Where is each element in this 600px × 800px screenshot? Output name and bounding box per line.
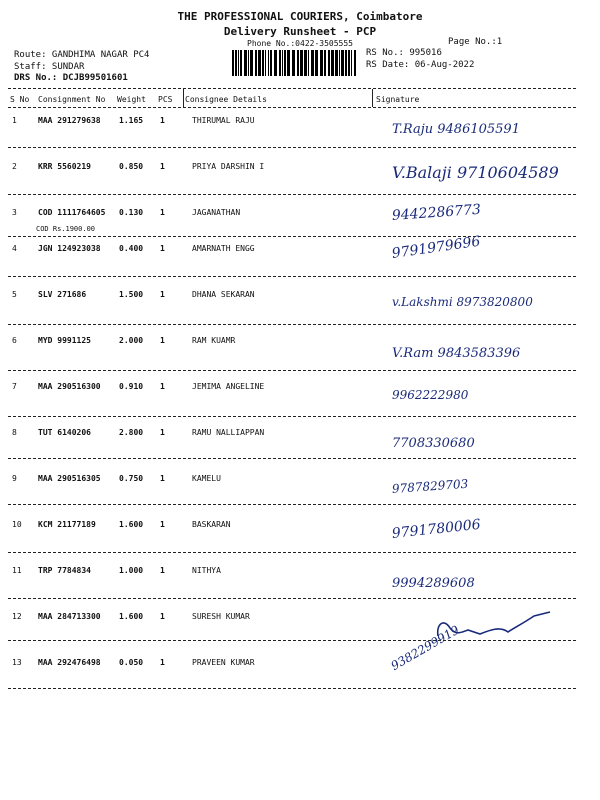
row-consignment-no: MAA 290516305 (38, 474, 101, 483)
row-consignee: JEMIMA ANGELINE (192, 382, 265, 391)
row-sno: 11 (12, 566, 22, 575)
row-signature: 9382299919 (388, 622, 462, 674)
row-signature: v.Lakshmi 8973820800 (392, 295, 533, 309)
row-weight: 0.050 (119, 658, 144, 667)
col-sno: S No (10, 95, 30, 104)
row-signature: 9791979696 (390, 233, 482, 262)
row-rule (8, 276, 576, 277)
row-consignment-no: TUT 6140206 (38, 428, 91, 437)
row-consignment-no: MAA 290516300 (38, 382, 101, 391)
rs-date: RS Date: 06-Aug-2022 (366, 60, 475, 70)
row-consignment-no: KRR 5560219 (38, 162, 91, 171)
row-sno: 4 (12, 244, 17, 253)
row-weight: 0.400 (119, 244, 144, 253)
row-rule (8, 458, 576, 459)
row-consignee: PRIYA DARSHIN I (192, 162, 265, 171)
row-sno: 8 (12, 428, 17, 437)
col-signature: Signature (376, 95, 420, 104)
col-weight: Weight (117, 95, 146, 104)
row-sno: 12 (12, 612, 22, 621)
row-consignee: THIRUMAL RAJU (192, 116, 255, 125)
row-pcs: 1 (160, 520, 165, 529)
col-divider-signature (372, 89, 373, 107)
row-rule (8, 416, 576, 417)
row-signature: 9787829703 (391, 476, 469, 496)
row-signature: V.Ram 9843583396 (392, 346, 521, 361)
row-pcs: 1 (160, 162, 165, 171)
col-divider-consignee (183, 89, 184, 107)
row-sno: 10 (12, 520, 22, 529)
row-sno: 7 (12, 382, 17, 391)
header-rule-bottom (8, 107, 576, 108)
row-sno: 6 (12, 336, 17, 345)
row-pcs: 1 (160, 566, 165, 575)
row-weight: 1.600 (119, 520, 144, 529)
row-signature: 9994289608 (392, 576, 475, 591)
row-rule (8, 552, 576, 553)
barcode (232, 50, 358, 76)
row-consignment-no: MAA 292476498 (38, 658, 101, 667)
row-weight: 2.800 (119, 428, 144, 437)
staff-label: Staff: SUNDAR (14, 62, 85, 72)
row-consignee: NITHYA (192, 566, 221, 575)
document-title: Delivery Runsheet - PCP (223, 25, 377, 38)
row-pcs: 1 (160, 336, 165, 345)
drs-number: DRS No.: DCJB99501601 (14, 73, 128, 83)
row-weight: 1.165 (119, 116, 144, 125)
row-pcs: 1 (160, 290, 165, 299)
route-label: Route: GANDHIMA NAGAR PC4 (14, 50, 150, 60)
row-weight: 1.000 (119, 566, 144, 575)
company-title: THE PROFESSIONAL COURIERS, Coimbatore (177, 10, 423, 23)
row-sno: 2 (12, 162, 17, 171)
row-pcs: 1 (160, 658, 165, 667)
row-weight: 2.000 (119, 336, 144, 345)
row-consignment-no: SLV 271686 (38, 290, 87, 299)
row-consignment-no: COD 1111764605 (38, 208, 106, 217)
page-number: Page No.:1 (448, 37, 503, 47)
row-sno: 3 (12, 208, 17, 217)
row-consignee: RAM KUAMR (192, 336, 236, 345)
row-consignee: BASKARAN (192, 520, 231, 529)
row-consignee: RAMU NALLIAPPAN (192, 428, 265, 437)
row-sno: 9 (12, 474, 17, 483)
row-signature: 9962222980 (392, 388, 469, 402)
row-consignee: AMARNATH ENGG (192, 244, 255, 253)
row-pcs: 1 (160, 612, 165, 621)
row-weight: 0.130 (119, 208, 144, 217)
row-consignment-no: MYD 9991125 (38, 336, 91, 345)
row-weight: 0.850 (119, 162, 144, 171)
row-rule (8, 194, 576, 195)
row-consignee: DHANA SEKARAN (192, 290, 255, 299)
row-rule (8, 147, 576, 148)
row-sno: 1 (12, 116, 17, 125)
phone-number: Phone No.:0422-3505555 (247, 39, 353, 48)
row-signature: 9442286773 (391, 201, 482, 224)
row-sno: 13 (12, 658, 22, 667)
row-consignment-no: JGN 124923038 (38, 244, 101, 253)
row-pcs: 1 (160, 116, 165, 125)
row-weight: 0.910 (119, 382, 144, 391)
row-consignee: SURESH KUMAR (192, 612, 250, 621)
row-pcs: 1 (160, 244, 165, 253)
row-consignee: KAMELU (192, 474, 221, 483)
row-signature: 7708330680 (392, 436, 475, 451)
row-rule (8, 598, 576, 599)
row-pcs: 1 (160, 208, 165, 217)
row-consignment-no: TRP 7784834 (38, 566, 91, 575)
header-rule-top (8, 88, 576, 89)
row-weight: 0.750 (119, 474, 144, 483)
col-pcs: PCS (158, 95, 173, 104)
col-consignment: Consignment No (38, 95, 106, 104)
row-consignee: PRAVEEN KUMAR (192, 658, 255, 667)
row-pcs: 1 (160, 474, 165, 483)
row-sno: 5 (12, 290, 17, 299)
row-signature: T.Raju 9486105591 (392, 122, 520, 137)
row-weight: 1.600 (119, 612, 144, 621)
row-signature: 9791780006 (391, 516, 482, 542)
row-signature: V.Balaji 9710604589 (392, 163, 559, 182)
row-rule (8, 236, 576, 237)
rs-number: RS No.: 995016 (366, 48, 442, 58)
row-consignee: JAGANATHAN (192, 208, 241, 217)
row-pcs: 1 (160, 382, 165, 391)
row-consignment-no: KCM 21177189 (38, 520, 96, 529)
row-pcs: 1 (160, 428, 165, 437)
row-rule (8, 504, 576, 505)
row-rule (8, 688, 576, 689)
row-consignment-no: MAA 291279638 (38, 116, 101, 125)
row-weight: 1.500 (119, 290, 144, 299)
col-consignee: Consignee Details (185, 95, 267, 104)
row-rule (8, 370, 576, 371)
row-rule (8, 324, 576, 325)
row-cod-amount: COD Rs.1900.00 (36, 225, 96, 233)
row-consignment-no: MAA 284713300 (38, 612, 101, 621)
